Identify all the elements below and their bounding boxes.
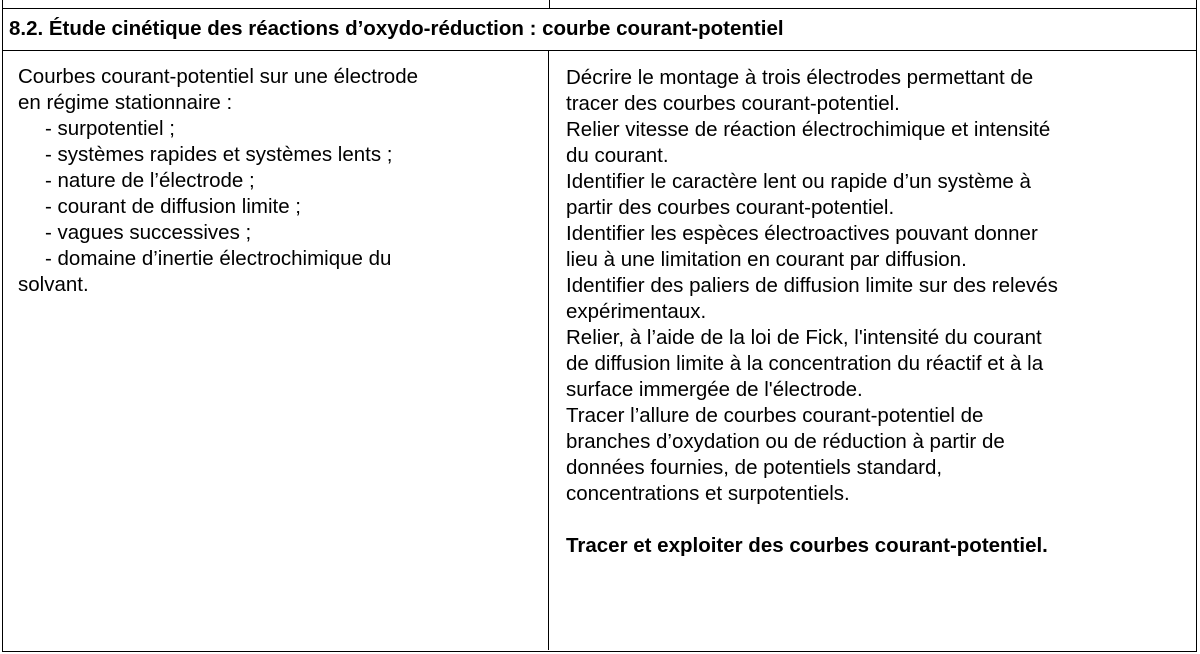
- notions-column: [3, 51, 549, 650]
- capacity-line: de diffusion limite à la concentration du réactif et à la: [566, 352, 1044, 375]
- notions-list-item: - nature de l’électrode ;: [45, 169, 255, 192]
- capacity-line: Relier vitesse de réaction électrochimique et intensité: [566, 118, 1051, 141]
- capacity-line: surface immergée de l'électrode.: [566, 378, 863, 401]
- notions-list-item: - vagues successives ;: [45, 221, 252, 244]
- blank-line: [566, 507, 1196, 533]
- notions-list-item: - surpotentiel ;: [45, 117, 175, 140]
- section-title: 8.2. Étude cinétique des réactions d’oxydo-réduction : courbe courant-potentiel: [9, 17, 784, 40]
- capacity-line: Relier, à l’aide de la loi de Fick, l'intensité du courant: [566, 326, 1042, 349]
- notions-intro-line: en régime stationnaire :: [18, 91, 233, 114]
- notions-list-item: - systèmes rapides et systèmes lents ;: [45, 143, 393, 166]
- capacity-line: branches d’oxydation ou de réduction à partir de: [566, 430, 1005, 453]
- capacity-line: Identifier des paliers de diffusion limite sur des relevés: [566, 274, 1058, 297]
- capacity-line: Identifier les espèces électroactives pouvant donner: [566, 222, 1038, 245]
- capacities-column: [549, 51, 1196, 650]
- capacity-line: lieu à une limitation en courant par diffusion.: [566, 248, 967, 271]
- notions-list-item: - courant de diffusion limite ;: [45, 195, 301, 218]
- capacity-line: données fournies, de potentiels standard,: [566, 456, 943, 479]
- notions-last-line: solvant.: [18, 273, 89, 296]
- capacity-line: concentrations et surpotentiels.: [566, 482, 850, 505]
- section-header-row: [3, 9, 1196, 51]
- content-row: [3, 51, 1196, 650]
- capacity-line: du courant.: [566, 144, 669, 167]
- key-capacity-line: Tracer et exploiter des courbes courant-potentiel.: [566, 534, 1048, 557]
- notions-list-item: - domaine d’inertie électrochimique du: [45, 247, 392, 270]
- capacity-line: partir des courbes courant-potentiel.: [566, 196, 895, 219]
- curriculum-table: [2, 8, 1197, 652]
- capacity-line: Tracer l’allure de courbes courant-potentiel de: [566, 404, 984, 427]
- capacity-line: expérimentaux.: [566, 300, 707, 323]
- previous-table-edge: [2, 0, 1197, 8]
- capacity-line: Décrire le montage à trois électrodes permettant de: [566, 66, 1034, 89]
- notions-intro-line: Courbes courant-potentiel sur une électrode: [18, 65, 418, 88]
- previous-table-divider: [549, 0, 550, 8]
- capacity-line: tracer des courbes courant-potentiel.: [566, 92, 900, 115]
- capacity-line: Identifier le caractère lent ou rapide d’un système à: [566, 170, 1031, 193]
